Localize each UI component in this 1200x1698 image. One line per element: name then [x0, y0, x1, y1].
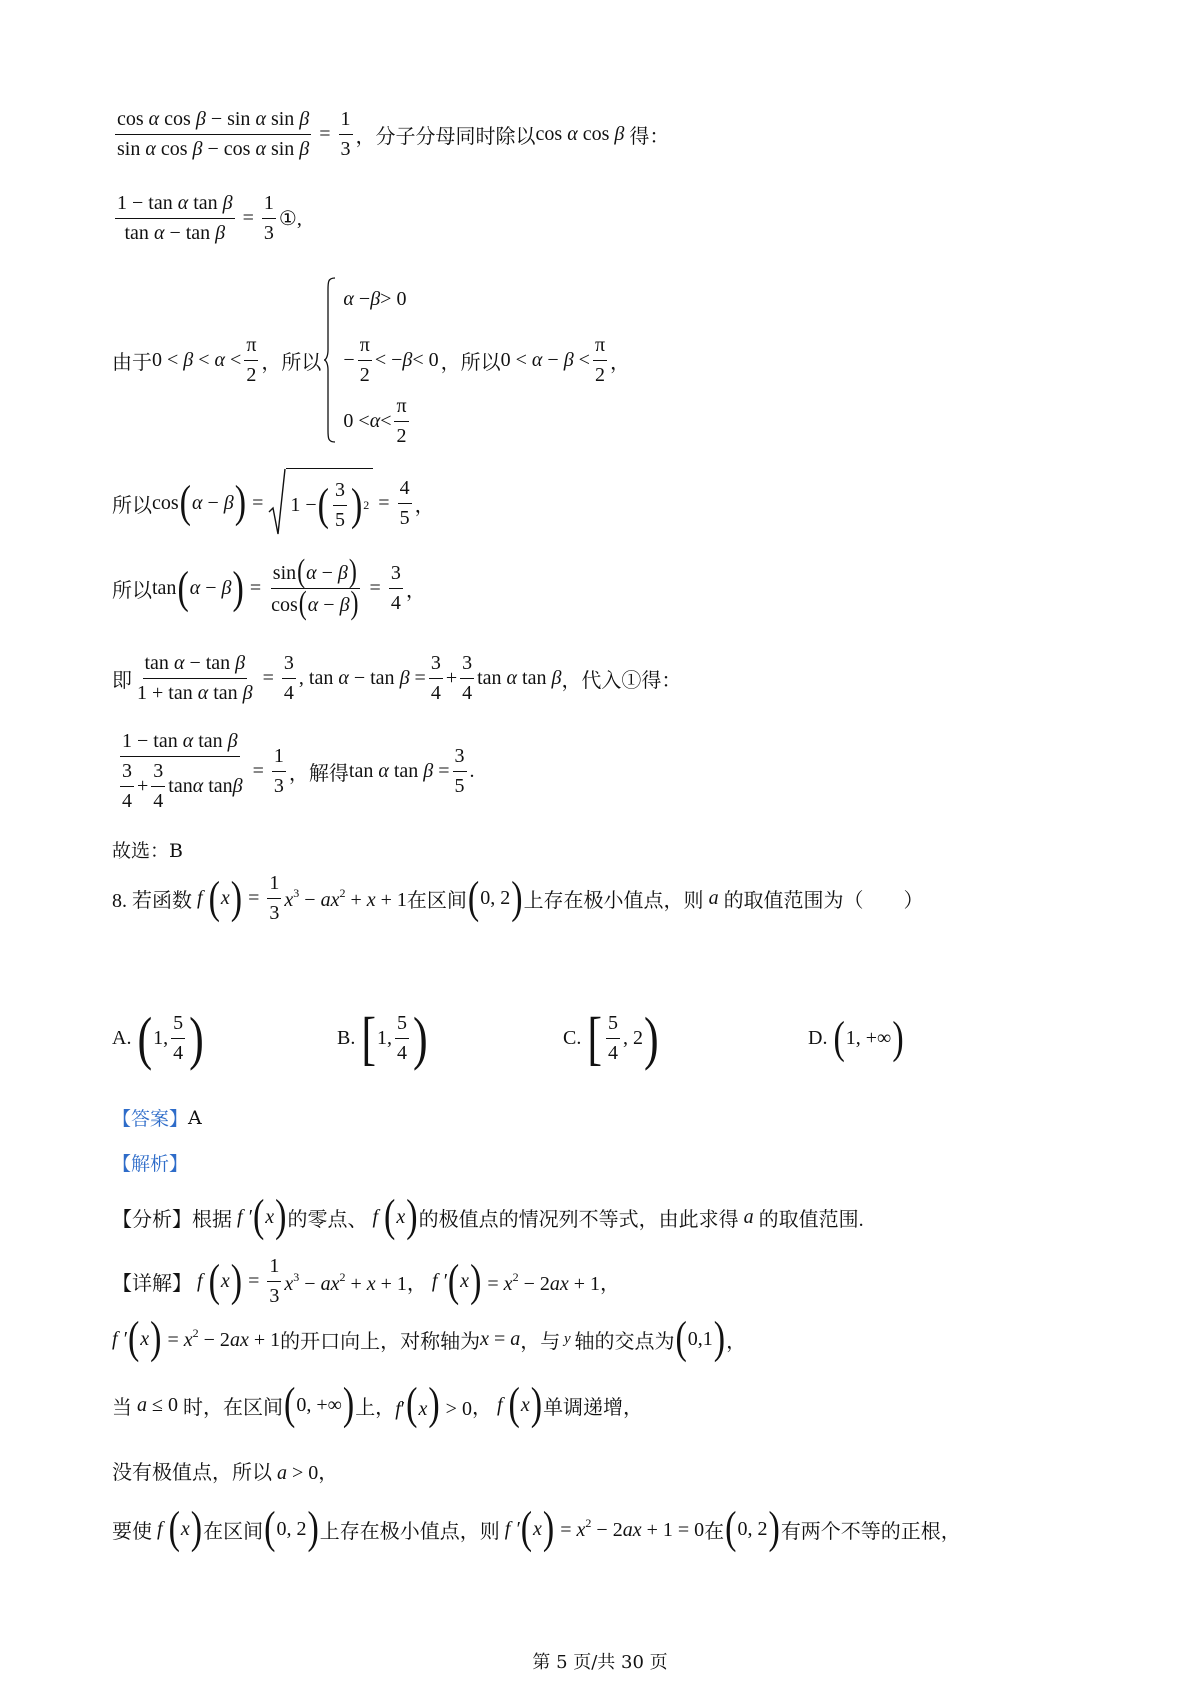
text: 的开口向上，对称轴为 — [280, 1330, 481, 1353]
option-b[interactable]: B. [ 1, $\frac{5}{4}$ ) — [337, 1004, 428, 1071]
radical-icon — [268, 468, 286, 538]
text: ，所以 — [261, 351, 322, 374]
page-footer: 第 5 页/共 30 页 — [532, 1652, 668, 1673]
text: 在 — [704, 1520, 725, 1543]
text: 8. 若函数 — [112, 890, 192, 912]
brace-system: α − β > 0 − $\frac{\pi}{2}$ < − β < 0 0 < α < $\frac{\pi}{2}$ — [323, 276, 438, 444]
text: 的取值范围为（ ） — [723, 890, 924, 912]
text: ， — [471, 1396, 492, 1419]
text: 由于 — [112, 351, 152, 374]
text: 上存在极小值点，则 — [523, 890, 704, 912]
equation-line-5: 所以 tan ( α − β ) = $\frac{\sin(\alpha - \beta)}{\cos(\alpha - \beta)}$ = $\frac{3}{4}$ ， — [112, 554, 426, 622]
answer-value: A — [188, 1106, 202, 1129]
text: ，与 — [520, 1330, 561, 1353]
answer-line — [112, 1104, 202, 1131]
text: 时，在区间 — [182, 1396, 283, 1419]
text: 的取值范围. — [758, 1208, 864, 1231]
equation-line-3: 由于 0 < β < α < $\frac{\pi}{2}$ ，所以 α − β > 0 − $\frac{\pi}{2}$ < − β < 0 0 < α < $\frac{\pi}{2}$ ，所以 0 < α − β < $\frac{\pi}{2}$ ， — [112, 276, 630, 444]
detail-line-1: 【详解】 f ( x ) = $\frac{1}{3}$ $x^3 - ax^2 + x + 1$， f ′ ( x ) = $x^2 - 2ax + 1$， — [112, 1255, 621, 1307]
text: 得： — [629, 126, 670, 148]
text: ，所以 — [440, 351, 501, 374]
text: 上存在极小值点，则 — [319, 1520, 500, 1543]
text: 所以 — [112, 494, 152, 517]
detail-line-2: f ′ ( x ) = $x^2 - 2ax + 1$ 的开口向上，对称轴为 x = a ，与 y 轴的交点为 ( 0,1 ) ， — [112, 1313, 747, 1364]
answer-label: 【答案】 — [112, 1108, 189, 1130]
text: 【详解】 — [112, 1273, 192, 1295]
analysis-line: 【分析】 根据 f ′ ( x ) 的零点、 f ( x ) 的极值点的情况列不等式，由此求得 a 的取值范围. — [112, 1191, 864, 1242]
text: 在区间 — [406, 890, 467, 912]
detail-line-4: 没有极值点，所以 a > 0， — [112, 1456, 338, 1485]
equation-line-1: $\frac{\text{cos α cos β − sin α sin β}}{\text{sin α cos β − cos α sin β}}$ = $\frac{1}{3}$ ，分子分母同时除以 cos α cos β 得： — [117, 108, 670, 160]
text: 【分析】 — [112, 1208, 192, 1231]
text: ，代入①得： — [561, 670, 682, 692]
analysis-header: 【解析】 — [112, 1153, 189, 1175]
text: 的零点、 — [287, 1208, 368, 1231]
detail-line-5: 要使 f ( x ) 在区间 ( 0, 2 ) 上存在极小值点，则 f ′ ( x ) = $x^2 - 2ax + 1 = 0$ 在 ( 0, 2 ) 有两个不等的正根， — [112, 1503, 961, 1554]
equation-line-6: 即 $\frac{\text{tan α − tan β}}{\text{1 + tan α tan β}}$ = $\frac{3}{4}$ , tan α − tan β = $\frac{3}{4}$ + $\frac{3}{4}$ tan α tan β ，代入①得： — [112, 652, 682, 704]
option-a[interactable]: A. ( 1, $\frac{5}{4}$ ) — [112, 1004, 204, 1071]
text: 没有极值点，所以 — [112, 1462, 272, 1484]
text: ，解得 — [288, 763, 349, 785]
text: ，分子分母同时除以 — [355, 126, 536, 148]
fraction: $\frac{\text{cos α cos β − sin α sin β}}{\text{sin α cos β − cos α sin β}}$ — [117, 108, 310, 160]
text: 轴的交点为 — [574, 1330, 675, 1353]
left-brace-icon — [323, 276, 337, 444]
text: 所以 — [112, 580, 152, 602]
detail-line-3: 当 a ≤ 0 时，在区间 ( 0, +∞ ) 上， f′(x) > 0 ， f ( x ) 单调递增， — [112, 1379, 644, 1430]
text: 上， — [355, 1396, 396, 1419]
option-d[interactable]: D. ( 1, +∞ ) — [808, 1012, 904, 1063]
text: 当 — [112, 1396, 132, 1419]
choice-line: 故选：B — [112, 840, 183, 862]
sqrt: 1 − ( $\frac{3}{5}$ ) 2 — [268, 468, 373, 538]
question-8: 8. 若函数 f ( x ) = $\frac{1}{3}$ $x^3 - ax^2 + x + 1$ 在区间 ( 0, 2 ) 上存在极小值点，则 a 的取值范围为（ ） — [112, 872, 924, 924]
text: 根据 — [192, 1208, 232, 1231]
text: 即 — [112, 670, 132, 692]
text: 单调递增， — [543, 1396, 644, 1419]
text: 有两个不等的正根， — [780, 1520, 961, 1543]
option-c[interactable]: C. [ $\frac{5}{4}$ , 2 ) — [563, 1004, 659, 1071]
text: 要使 — [112, 1520, 152, 1543]
equation-line-4: 所以 cos ( α − β ) = 1 − ( $\frac{3}{5}$ ) 2 = $\frac{4}{5}$ ， — [112, 468, 435, 538]
equation-line-7: 1 − tan α tan β $\frac{3}{4}$ + $\frac{3}{4}$ tan α tan β = $\frac{1}{3}$ ，解得 tan α tan β = $\frac{3}{5}$ . — [122, 730, 475, 812]
text: 的极值点的情况列不等式，由此求得 — [418, 1208, 739, 1231]
equation-line-2: $\frac{\text{1 − tan α tan β}}{\text{tan α − tan β}}$ = $\frac{1}{3}$ ①, — [117, 192, 302, 244]
text: 在区间 — [203, 1520, 264, 1543]
options-row — [112, 1004, 1012, 1071]
